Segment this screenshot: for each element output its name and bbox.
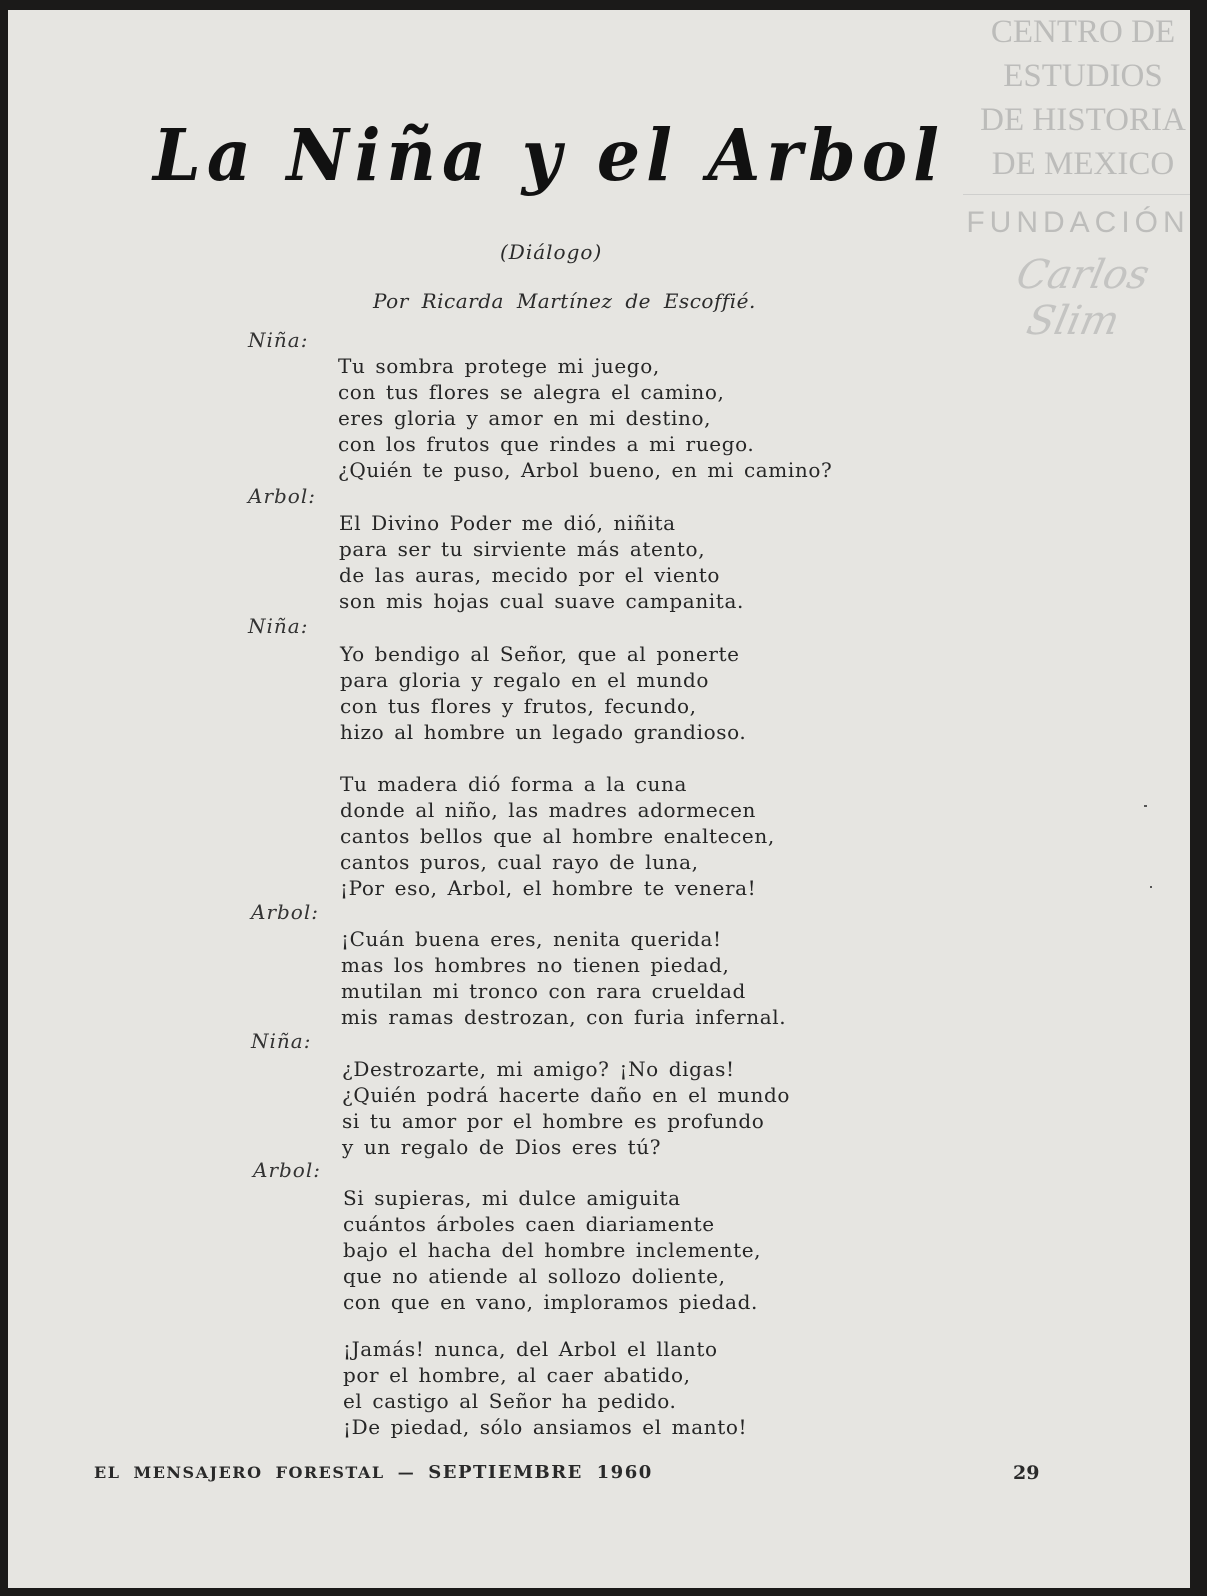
speaker-label: Niña:	[248, 328, 309, 352]
speaker-label: Arbol:	[253, 1158, 321, 1182]
footer-separator: —	[397, 1463, 416, 1482]
stanza	[340, 771, 775, 901]
watermark-line: CENTRO DE	[990, 14, 1176, 50]
verse-line: cantos puros, cual rayo de luna,	[340, 850, 699, 874]
issue-date: SEPTIEMBRE 1960	[428, 1462, 653, 1483]
verse-line: cuántos árboles caen diariamente	[343, 1212, 715, 1236]
stanza	[341, 926, 786, 1030]
verse-line: mas los hombres no tienen piedad,	[341, 953, 730, 977]
stanza	[340, 641, 746, 745]
verse-line: ¿Destrozarte, mi amigo? ¡No digas!	[342, 1057, 735, 1081]
speaker-label: Niña:	[248, 614, 309, 638]
stanza	[343, 1336, 747, 1440]
speaker-label: Arbol:	[251, 900, 319, 924]
verse-line: con los frutos que rindes a mi ruego.	[338, 432, 755, 456]
verse-line: si tu amor por el hombre es profundo	[342, 1109, 765, 1133]
stanza	[339, 510, 744, 614]
verse-line: ¿Quién te puso, Arbol bueno, en mi camino?	[338, 458, 833, 482]
verse-line: el castigo al Señor ha pedido.	[343, 1389, 677, 1413]
verse-line: ¡Jamás! nunca, del Arbol el llanto	[343, 1337, 718, 1361]
watermark-divider	[963, 194, 1190, 195]
verse-line: donde al niño, las madres adormecen	[340, 798, 757, 822]
verse-line: mis ramas destrozan, con furia infernal.	[341, 1005, 787, 1029]
verse-line: eres gloria y amor en mi destino,	[338, 406, 712, 430]
verse-line: ¡De piedad, sólo ansiamos el manto!	[343, 1415, 748, 1439]
verse-line: Tu madera dió forma a la cuna	[340, 772, 688, 796]
archive-watermark	[963, 10, 1190, 344]
print-speck	[1150, 886, 1152, 888]
verse-line: con tus flores se alegra el camino,	[338, 380, 725, 404]
verse-line: que no atiende al sollozo doliente,	[343, 1264, 726, 1288]
verse-line: ¿Quién podrá hacerte daño en el mundo	[342, 1083, 791, 1107]
verse-line: y un regalo de Dios eres tú?	[342, 1135, 662, 1159]
publication-name: EL MENSAJERO FORESTAL	[94, 1463, 385, 1482]
verse-line: El Divino Poder me dió, niñita	[339, 511, 676, 535]
watermark-line: DE MEXICO	[991, 146, 1175, 182]
speaker-label: Niña:	[251, 1029, 312, 1053]
verse-line: para ser tu sirviente más atento,	[339, 537, 706, 561]
verse-line: hizo al hombre un legado grandioso.	[340, 720, 747, 744]
print-speck	[1144, 805, 1147, 807]
verse-line: Yo bendigo al Señor, que al ponerte	[340, 642, 740, 666]
running-footer	[94, 1462, 653, 1483]
author-byline: Por Ricarda Martínez de Escoffié.	[373, 289, 756, 313]
stanza	[343, 1185, 761, 1315]
verse-line: Si supieras, mi dulce amiguita	[343, 1186, 681, 1210]
page-number: 29	[1013, 1462, 1040, 1484]
verse-line: mutilan mi tronco con rara crueldad	[341, 979, 746, 1003]
verse-line: son mis hojas cual suave campanita.	[339, 589, 744, 613]
stanza	[342, 1056, 790, 1160]
stanza	[338, 353, 832, 483]
verse-line: ¡Cuán buena eres, nenita querida!	[341, 927, 722, 951]
verse-line: ¡Por eso, Arbol, el hombre te venera!	[340, 876, 757, 900]
watermark-signature: Carlos Slim	[1012, 252, 1154, 344]
verse-line: con tus flores y frutos, fecundo,	[340, 694, 697, 718]
verse-line: de las auras, mecido por el viento	[339, 563, 721, 587]
watermark-line: ESTUDIOS	[1003, 58, 1163, 94]
poem-subtitle: (Diálogo)	[500, 240, 603, 264]
watermark-line: DE HISTORIA	[980, 102, 1186, 138]
magazine-page	[8, 10, 1190, 1588]
poem-title: La Niña y el Arbol	[153, 114, 945, 198]
verse-line: cantos bellos que al hombre enaltecen,	[340, 824, 775, 848]
watermark-fundacion: FUNDACIÓN	[966, 206, 1190, 239]
verse-line: con que en vano, imploramos piedad.	[343, 1290, 758, 1314]
speaker-label: Arbol:	[248, 484, 316, 508]
verse-line: por el hombre, al caer abatido,	[343, 1363, 691, 1387]
verse-line: bajo el hacha del hombre inclemente,	[343, 1238, 762, 1262]
verse-line: Tu sombra protege mi juego,	[338, 354, 660, 378]
verse-line: para gloria y regalo en el mundo	[340, 668, 710, 692]
